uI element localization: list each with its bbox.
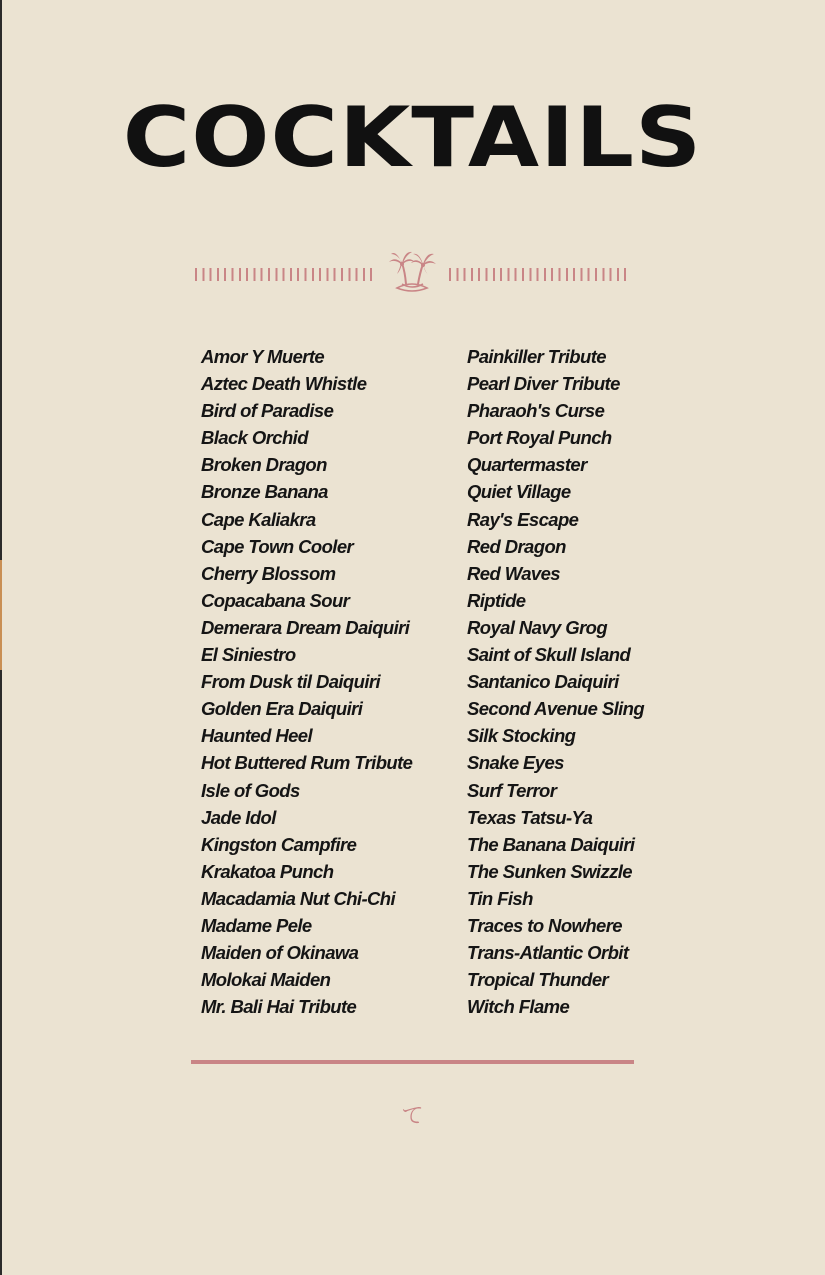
cocktail-item: Haunted Heel [201,725,313,747]
cocktail-item: Isle of Gods [201,779,300,801]
footer-rule [191,1060,634,1064]
cocktail-item: Copacabana Sour [201,589,350,611]
cocktail-item: Texas Tatsu-Ya [467,806,593,828]
cocktail-item: Painkiller Tribute [467,346,606,367]
cocktail-item: Tropical Thunder [467,969,609,991]
cocktail-item: Red Waves [467,562,560,584]
cocktail-item: Jade Idol [201,806,276,828]
cocktail-item: Riptide [467,589,526,611]
divider-ornament [195,246,631,294]
cocktail-item: Pharaoh's Curse [467,400,605,422]
cocktail-item: Bird of Paradise [201,400,334,422]
cocktail-item: El Siniestro [201,644,296,666]
cocktail-item: Silk Stocking [467,725,576,747]
cocktail-item: Macadamia Nut Chi-Chi [201,887,396,909]
cocktail-item: Traces to Nowhere [467,914,622,936]
cocktail-item: Tin Fish [467,887,533,909]
page-edge-accent [0,560,2,670]
cocktail-item: Krakatoa Punch [201,860,334,882]
cocktail-item: Kingston Campfire [201,833,357,855]
cocktail-item: Quartermaster [467,454,587,476]
ticks-right [449,268,631,281]
cocktail-item: Surf Terror [467,779,557,801]
cocktail-item: Broken Dragon [201,454,327,476]
cocktail-item: Cherry Blossom [201,562,336,584]
cocktail-item: Bronze Banana [201,481,328,503]
cocktail-item: Mr. Bali Hai Tribute [201,996,357,1018]
page-number: て [401,1104,424,1129]
cocktail-item: Royal Navy Grog [467,616,608,638]
cocktail-item: The Sunken Swizzle [467,860,632,882]
cocktail-item: Hot Buttered Rum Tribute [201,752,413,774]
cocktail-item: Red Dragon [467,535,566,557]
cocktail-item: Saint of Skull Island [467,644,631,666]
cocktail-item: Madame Pele [201,914,312,936]
cocktail-list [201,343,645,1020]
cocktail-item: Pearl Diver Tribute [467,373,620,395]
cocktail-item: The Banana Daiquiri [467,833,635,855]
cocktail-column-left [201,343,467,1020]
cocktail-item: Quiet Village [467,481,571,503]
cocktail-item: Maiden of Okinawa [201,942,359,964]
ticks-left [195,268,377,281]
cocktail-item: Trans-Atlantic Orbit [467,942,629,964]
cocktail-item: Demerara Dream Daiquiri [201,616,410,638]
cocktail-item: Cape Kaliakra [201,508,316,530]
cocktail-item: Snake Eyes [467,752,564,774]
cocktail-item: From Dusk til Daiquiri [201,671,381,693]
cocktail-item: Ray's Escape [467,508,579,530]
cocktail-item: Aztec Death Whistle [201,373,367,395]
palm-tree-island-icon [387,246,437,294]
cocktail-item: Cape Town Cooler [201,535,354,557]
cocktail-item: Amor Y Muerte [201,346,325,367]
cocktail-item: Port Royal Punch [467,427,612,449]
cocktail-item: Black Orchid [201,427,308,449]
cocktail-column-right [467,343,645,1020]
page-title: COCKTAILS [122,89,703,186]
cocktail-item: Golden Era Daiquiri [201,698,363,720]
cocktail-item: Santanico Daiquiri [467,671,619,693]
cocktail-item: Second Avenue Sling [467,698,645,720]
cocktail-item: Witch Flame [467,996,570,1018]
cocktail-item: Molokai Maiden [201,969,331,991]
